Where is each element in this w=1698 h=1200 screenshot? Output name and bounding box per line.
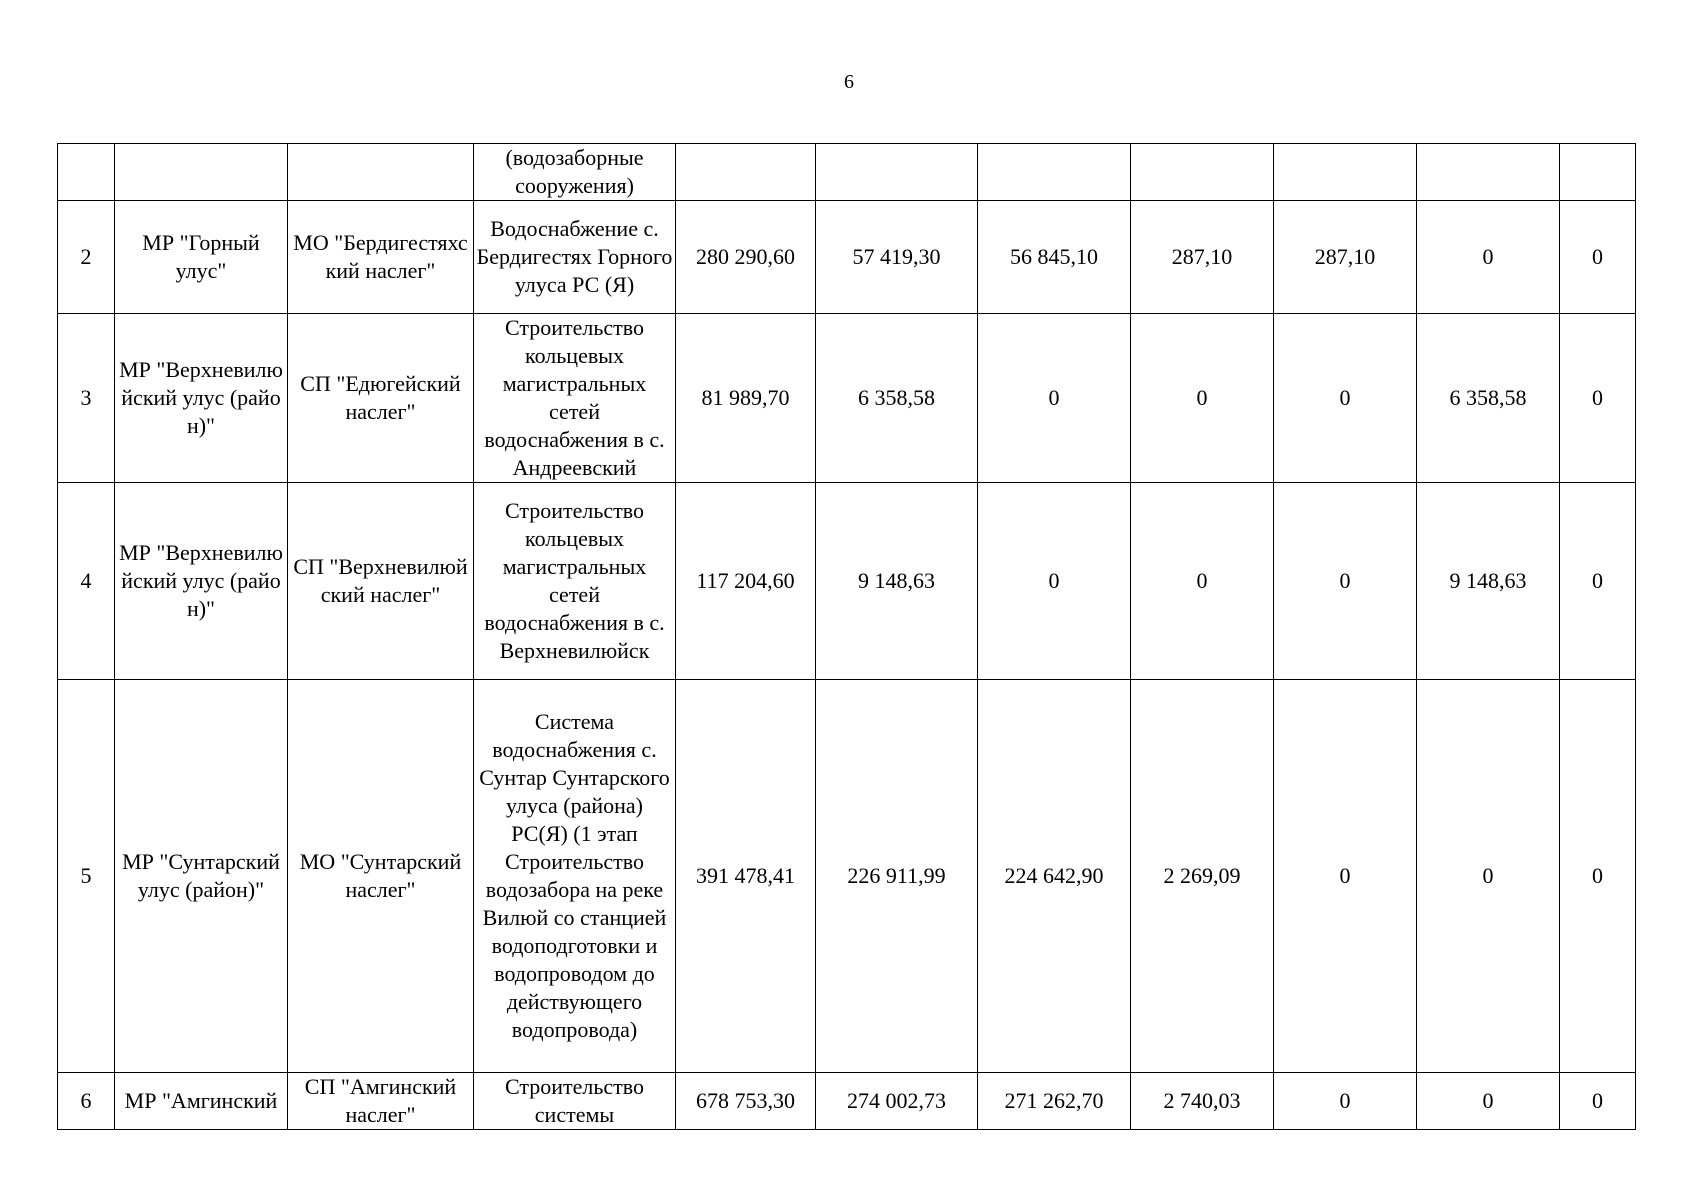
settlement-cell (288, 144, 474, 201)
settlement-cell: СП "Едюгейский наслег" (288, 314, 474, 483)
value-cell (1417, 144, 1560, 201)
value-cell (978, 144, 1131, 201)
value-cell: 678 753,30 (676, 1073, 816, 1130)
value-cell: 0 (1131, 314, 1274, 483)
row-number (58, 144, 115, 201)
value-cell: 0 (1274, 1073, 1417, 1130)
row-number: 4 (58, 483, 115, 680)
value-cell: 226 911,99 (816, 680, 978, 1073)
value-cell: 271 262,70 (978, 1073, 1131, 1130)
object-cell: Строительство кольцевых магистральных сетей водоснабжения в с. Верхневилюйск (474, 483, 676, 680)
value-cell: 274 002,73 (816, 1073, 978, 1130)
value-cell: 2 740,03 (1131, 1073, 1274, 1130)
value-cell: 57 419,30 (816, 201, 978, 314)
value-cell: 0 (1417, 1073, 1560, 1130)
row-number: 3 (58, 314, 115, 483)
table-row (58, 483, 1636, 680)
value-cell: 6 358,58 (816, 314, 978, 483)
table-row (58, 680, 1636, 1073)
value-cell: 0 (978, 314, 1131, 483)
value-cell: 9 148,63 (1417, 483, 1560, 680)
row-number: 5 (58, 680, 115, 1073)
value-cell: 6 358,58 (1417, 314, 1560, 483)
value-cell: 0 (1560, 314, 1636, 483)
value-cell: 0 (1274, 314, 1417, 483)
value-cell: 287,10 (1274, 201, 1417, 314)
value-cell: 0 (1560, 483, 1636, 680)
row-number: 2 (58, 201, 115, 314)
row-number: 6 (58, 1073, 115, 1130)
value-cell: 0 (1417, 201, 1560, 314)
value-cell: 9 148,63 (816, 483, 978, 680)
value-cell: 0 (1560, 680, 1636, 1073)
value-cell (1274, 144, 1417, 201)
value-cell: 0 (1131, 483, 1274, 680)
value-cell: 0 (1417, 680, 1560, 1073)
settlement-cell: СП "Амгинский наслег" (288, 1073, 474, 1130)
value-cell: 2 269,09 (1131, 680, 1274, 1073)
table-row (58, 1073, 1636, 1130)
value-cell: 0 (1560, 1073, 1636, 1130)
value-cell: 287,10 (1131, 201, 1274, 314)
value-cell: 0 (1274, 680, 1417, 1073)
table-row (58, 201, 1636, 314)
value-cell: 224 642,90 (978, 680, 1131, 1073)
value-cell: 280 290,60 (676, 201, 816, 314)
object-cell: Строительство системы (474, 1073, 676, 1130)
value-cell: 391 478,41 (676, 680, 816, 1073)
settlement-cell: МО "Бердигестяхский наслег" (288, 201, 474, 314)
settlement-cell: МО "Сунтарский наслег" (288, 680, 474, 1073)
value-cell: 81 989,70 (676, 314, 816, 483)
value-cell: 56 845,10 (978, 201, 1131, 314)
value-cell: 0 (978, 483, 1131, 680)
object-cell: Строительство кольцевых магистральных сетей водоснабжения в с. Андреевский (474, 314, 676, 483)
settlement-cell: СП "Верхневилюйский наслег" (288, 483, 474, 680)
value-cell: 117 204,60 (676, 483, 816, 680)
object-cell: Водоснабжение с. Бердигестях Горного улуса РС (Я) (474, 201, 676, 314)
funding-table (57, 143, 1636, 1130)
table-row (58, 314, 1636, 483)
object-cell: (водозаборные сооружения) (474, 144, 676, 201)
district-cell: МР "Верхневилюйский улус (район)" (115, 483, 288, 680)
value-cell (816, 144, 978, 201)
district-cell: МР "Сунтарский улус (район)" (115, 680, 288, 1073)
value-cell (1560, 144, 1636, 201)
table-row (58, 144, 1636, 201)
page-number: 6 (844, 71, 854, 93)
district-cell: МР "Амгинский (115, 1073, 288, 1130)
value-cell: 0 (1274, 483, 1417, 680)
district-cell: МР "Горный улус" (115, 201, 288, 314)
district-cell: МР "Верхневилюйский улус (район)" (115, 314, 288, 483)
value-cell (676, 144, 816, 201)
object-cell: Система водоснабжения с. Сунтар Сунтарского улуса (района) РС(Я) (1 этап Строительство водозабора на реке Вилюй со станцией водоподготовки и водопроводом до действующего водопровода) (474, 680, 676, 1073)
value-cell (1131, 144, 1274, 201)
district-cell (115, 144, 288, 201)
value-cell: 0 (1560, 201, 1636, 314)
